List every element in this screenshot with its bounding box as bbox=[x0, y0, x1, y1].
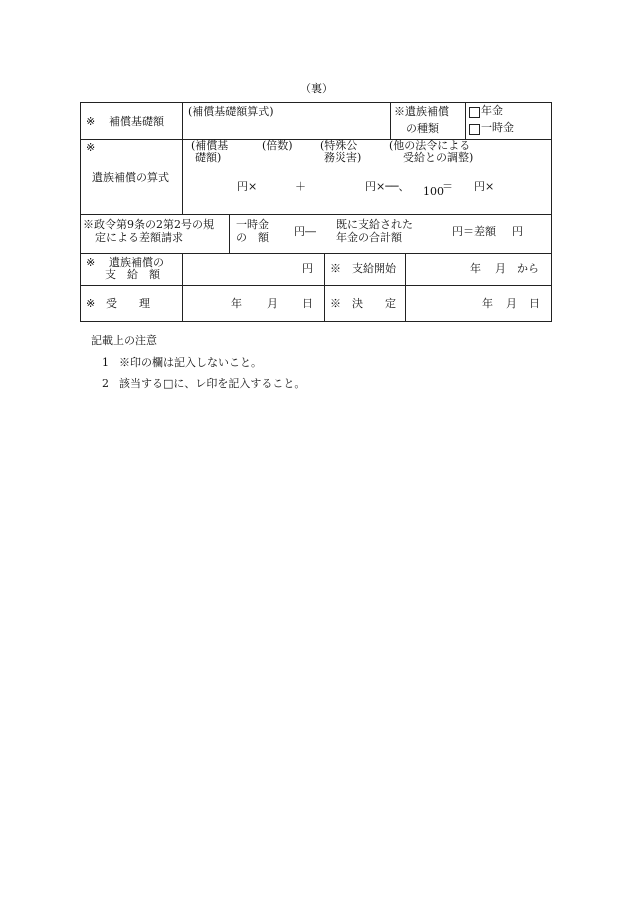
row2-mark: ※ bbox=[86, 141, 96, 154]
head-base-line2: 礎額) bbox=[195, 151, 222, 164]
table-rule bbox=[465, 102, 466, 139]
table-rule bbox=[80, 321, 552, 322]
table-rule bbox=[324, 253, 325, 321]
note-number: 1 bbox=[102, 356, 109, 369]
lump-sum-checkbox[interactable] bbox=[469, 124, 480, 135]
payment-start-from: から bbox=[517, 262, 539, 275]
payment-start-label: ※ 支給開始 bbox=[330, 262, 396, 275]
base-formula-label: (補償基礎額算式) bbox=[188, 105, 274, 118]
table-rule bbox=[551, 102, 552, 321]
head-other-law-line1: (他の法令による bbox=[389, 139, 471, 152]
payment-amount-field[interactable] bbox=[188, 259, 298, 279]
payment-amount-yen: 円 bbox=[302, 262, 313, 275]
table-rule bbox=[405, 253, 406, 321]
decision-month: 月 bbox=[506, 297, 517, 310]
formula-yen-times-2: 円×──、 bbox=[365, 180, 410, 193]
receipt-day: 日 bbox=[302, 297, 313, 310]
pension-paid-total-line2: 年金の合計額 bbox=[336, 231, 402, 244]
lump-sum-amount-line1: 一時金 bbox=[236, 218, 269, 231]
note-text: 該当する□に、レ印を記入すること。 bbox=[119, 377, 306, 390]
ordinance-label-line2: 定による差額請求 bbox=[95, 231, 183, 244]
payment-start-month: 月 bbox=[495, 262, 506, 275]
decision-year: 年 bbox=[482, 297, 493, 310]
notes-title: 記載上の注意 bbox=[91, 334, 157, 347]
table-rule bbox=[80, 139, 552, 140]
base-formula-field[interactable] bbox=[188, 118, 388, 136]
note-text: ※印の欄は記入しないこと。 bbox=[119, 356, 262, 369]
note-number: 2 bbox=[102, 377, 109, 390]
head-base-line1: (補償基 bbox=[191, 139, 229, 152]
table-rule bbox=[80, 102, 81, 321]
head-other-law-line2: 受給との調整) bbox=[403, 151, 474, 164]
formula-yen-times-3: 円× bbox=[474, 180, 495, 193]
pension-checkbox[interactable] bbox=[469, 107, 480, 118]
table-rule bbox=[80, 253, 552, 254]
compensation-base-label: 補償基礎額 bbox=[109, 115, 164, 128]
formula-100: 100 bbox=[423, 185, 444, 198]
table-rule bbox=[182, 253, 183, 321]
survivor-compensation-formula-label: 遺族補償の算式 bbox=[92, 171, 169, 184]
page-side-label: （裏） bbox=[300, 82, 333, 95]
lump-sum-amount-line2: の 額 bbox=[236, 231, 269, 244]
head-multiple: (倍数) bbox=[262, 139, 293, 152]
head-special-line2: 務災害) bbox=[324, 151, 362, 164]
receipt-year: 年 bbox=[231, 297, 242, 310]
table-rule bbox=[229, 214, 230, 253]
formula-plus: ＋ bbox=[295, 180, 306, 193]
payment-start-year: 年 bbox=[470, 262, 481, 275]
payment-amount-label-line1: 遺族補償の bbox=[109, 256, 164, 269]
receipt-label: 受 理 bbox=[106, 297, 150, 310]
difference-yen-end: 円 bbox=[512, 225, 523, 238]
decision-day: 日 bbox=[529, 297, 540, 310]
table-rule bbox=[80, 285, 552, 286]
pension-paid-total-line1: 既に支給された bbox=[336, 218, 413, 231]
payment-amount-label-line2: 支 給 額 bbox=[105, 268, 160, 281]
receipt-month: 月 bbox=[267, 297, 278, 310]
row5-mark: ※ bbox=[86, 297, 96, 310]
table-rule bbox=[80, 214, 552, 215]
lump-sum-yen-minus: 円― bbox=[294, 225, 316, 238]
ordinance-label-line1: ※政令第9条の2第2号の規 bbox=[83, 218, 214, 231]
compensation-type-label-line1: ※遺族補償 bbox=[394, 105, 449, 118]
difference-yen-label: 円＝差額 bbox=[452, 225, 496, 238]
formula-yen-times-1: 円× bbox=[237, 180, 258, 193]
compensation-type-label-line2: の種類 bbox=[406, 122, 439, 135]
formula-equals: ＝ bbox=[442, 180, 453, 193]
row4-mark: ※ bbox=[86, 256, 96, 269]
head-special-line1: (特殊公 bbox=[320, 139, 358, 152]
pension-option-label: 年金 bbox=[481, 104, 503, 117]
table-rule bbox=[80, 102, 552, 103]
row1-mark: ※ bbox=[86, 115, 96, 128]
lump-sum-option-label: 一時金 bbox=[481, 121, 514, 134]
table-rule bbox=[390, 102, 391, 139]
decision-label: ※ 決 定 bbox=[330, 297, 396, 310]
table-rule bbox=[182, 102, 183, 214]
